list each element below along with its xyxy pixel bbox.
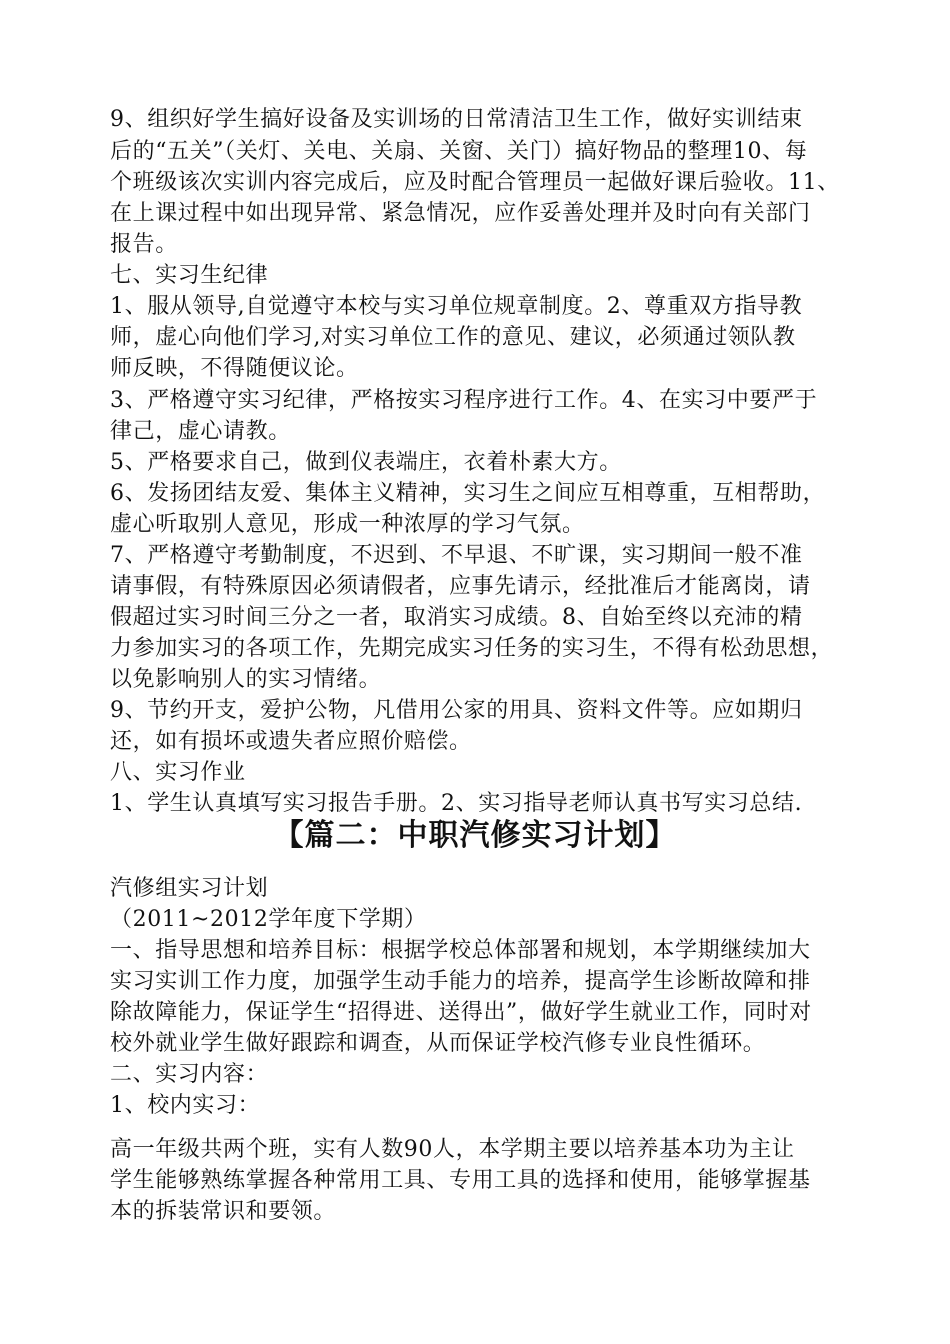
text-line: 力参加实习的各项工作，先期完成实习任务的实习生，不得有松劲思想，	[110, 636, 834, 661]
text-line: 后的“五关”（关灯、关电、关扇、关窗、关门）搞好物品的整理10、每	[110, 139, 808, 164]
plan-title: 汽修组实习计划	[110, 876, 269, 901]
text-line: 校外就业学生做好跟踪和调查，从而保证学校汽修专业良性循环。	[110, 1031, 766, 1056]
section-title: 1、校内实习：	[110, 1093, 261, 1118]
section-title: 二、实习内容：	[110, 1062, 269, 1087]
plan-term: （2011~2012学年度下学期）	[110, 907, 427, 932]
text-line: 本的拆装常识和要领。	[110, 1199, 337, 1224]
text-line: 高一年级共两个班，实有人数90人，本学期主要以培养基本功为主让	[110, 1137, 795, 1162]
text-line: 报告。	[110, 232, 178, 257]
text-line: 1、服从领导,自觉遵守本校与实习单位规章制度。2、尊重双方指导教	[110, 294, 803, 319]
text-line: 5、严格要求自己，做到仪表端庄，衣着朴素大方。	[110, 450, 622, 475]
text-line: 个班级该次实训内容完成后，应及时配合管理员一起做好课后验收。11、	[110, 170, 840, 195]
text-line: 虚心听取别人意见，形成一种浓厚的学习气氛。	[110, 512, 585, 537]
text-line: 师，虚心向他们学习,对实习单位工作的意见、建议，必须通过领队教	[110, 325, 796, 350]
text-line: 3、严格遵守实习纪律，严格按实习程序进行工作。4、在实习中要严于	[110, 388, 818, 413]
text-line: 7、严格遵守考勤制度，不迟到、不早退、不旷课，实习期间一般不准	[110, 543, 803, 568]
text-line: 师反映，不得随便议论。	[110, 356, 359, 381]
section-heading: 【篇二：中职汽修实习计划】	[273, 818, 677, 853]
text-line: 除故障能力，保证学生“招得进、送得出”，做好学生就业工作，同时对	[110, 1000, 812, 1025]
section-title: 八、实习作业	[110, 760, 246, 785]
text-line: 6、发扬团结友爱、集体主义精神，实习生之间应互相尊重，互相帮助，	[110, 481, 826, 506]
text-line: 9、节约开支，爱护公物，凡借用公家的用具、资料文件等。应如期归	[110, 698, 803, 723]
text-line: 学生能够熟练掌握各种常用工具、专用工具的选择和使用，能够掌握基	[110, 1168, 811, 1193]
text-line: 请事假，有特殊原因必须请假者，应事先请示，经批准后才能离岗，请	[110, 574, 811, 599]
section-title: 七、实习生纪律	[110, 263, 269, 288]
text-line: 一、指导思想和培养目标：根据学校总体部署和规划，本学期继续加大	[110, 938, 811, 963]
text-line: 以免影响别人的实习情绪。	[110, 667, 382, 692]
text-line: 在上课过程中如出现异常、紧急情况，应作妥善处理并及时向有关部门	[110, 201, 811, 226]
text-line: 1、学生认真填写实习报告手册。2、实习指导老师认真书写实习总结.	[110, 791, 803, 816]
text-line: 9、组织好学生搞好设备及实训场的日常清洁卫生工作，做好实训结束	[110, 107, 803, 132]
text-line: 假超过实习时间三分之一者，取消实习成绩。8、自始至终以充沛的精	[110, 605, 803, 630]
text-line: 还，如有损坏或遗失者应照价赔偿。	[110, 729, 472, 754]
text-line: 律己，虚心请教。	[110, 419, 291, 444]
text-line: 实习实训工作力度，加强学生动手能力的培养，提高学生诊断故障和排	[110, 969, 811, 994]
